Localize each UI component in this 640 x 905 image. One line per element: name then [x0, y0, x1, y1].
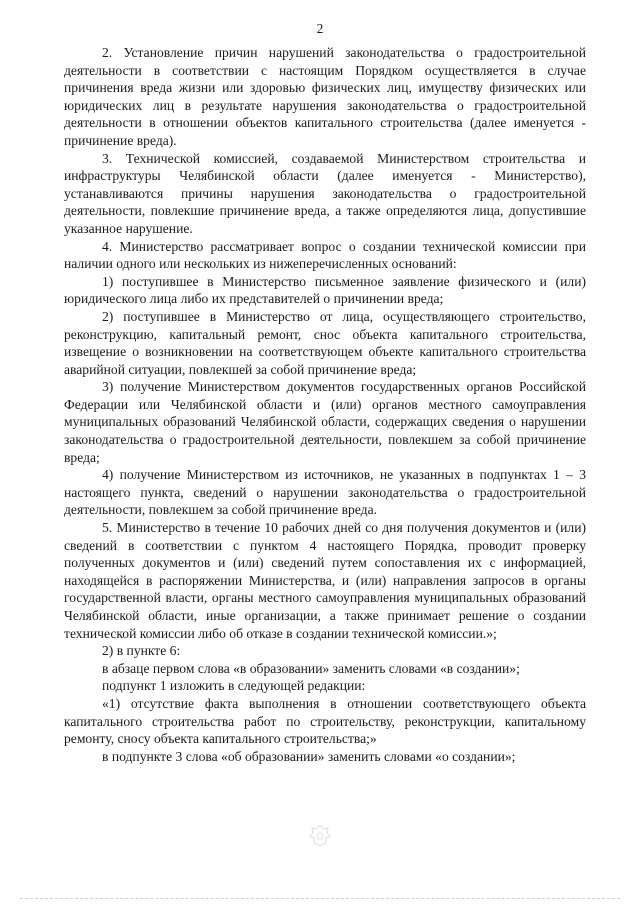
watermark-stamp — [0, 824, 640, 855]
amendment-subitem-1-text: «1) отсутствие факта выполнения в отношении соответствующего объекта капитального строительства работ по строительству, реконструкции, капитальному ремонту, сносу объекта капитального строительства;» — [64, 695, 586, 747]
coat-of-arms-icon — [307, 824, 333, 848]
subparagraph-4-4: 4) получение Министерством из источников, не указанных в подпунктах 1 – 3 настоящего пункта, сведений о нарушении законодательства о градостроительной деятельности, повлекшем за собой причинение вреда. — [64, 467, 586, 518]
subparagraph-4-2: 2) поступившее в Министерство от лица, осуществляющего строительство, реконструкцию, капитальный ремонт, снос объекта капитального строительства, извещение о возникновении на соответствующем объекте капитального строительства аварийной ситуации, повлекшей за собой причинение вреда; — [64, 308, 586, 377]
amendment-subitem-3: в подпункте 3 слова «об образовании» заменить словами «о создании»; — [102, 748, 516, 764]
subparagraph-4-3: 3) получение Министерством документов государственных органов Российской Федерации или Челябинской области и (или) органов местного самоуправления муниципальных образований Челябинской области, содержащих сведения о нарушении законодательства о градостроительной деятельности, повлекшем за собой причинение вреда; — [64, 379, 586, 465]
paragraph-5: 5. Министерство в течение 10 рабочих дней со дня получения документов и (или) сведений в соответствии с пунктом 4 настоящего Порядка, проводит проверку полученных документов и (или) сведений путем сопоставления их с информацией, находящейся в распоряжении Министерства, и (или) направления запросов в органы государственной власти, органы местного самоуправления муниципальных образований Челябинской области, иные организации, а также принимает решение о создании технической комиссии либо об отказе в создании технической комиссии.»; — [64, 520, 586, 641]
amendment-item-2: 2) в пункте 6: — [102, 643, 181, 659]
paragraph-4: 4. Министерство рассматривает вопрос о создании технической комиссии при наличии одного или нескольких из нижеперечисленных оснований: — [64, 238, 586, 272]
amendment-subitem-1-intro: подпункт 1 изложить в следующей редакции: — [102, 678, 366, 694]
paragraph-2: 2. Установление причин нарушений законодательства о градостроительной деятельности в соответствии с настоящим Порядком осуществляется в случае причинения вреда жизни или здоровью физических лиц, имуществу физических или юридических лиц в результате нарушения законодательства о градостроительной деятельности в отношении объектов капитального строительства (далее именуется - причинение вреда). — [64, 45, 586, 148]
page-number: 2 — [316, 21, 324, 36]
subparagraph-4-1: 1) поступившее в Министерство письменное заявление физического и (или) юридического лица либо их представителей о причинении вреда; — [64, 273, 586, 307]
page-bottom-edge — [20, 898, 620, 899]
paragraph-3: 3. Технической комиссией, создаваемой Министерством строительства и инфраструктуры Челябинской области (далее именуется - Министерство), устанавливаются причины нарушения законодательства о градостроительной деятельности, повлекшие причинение вреда, а также определяются лица, допустившие указанное нарушение. — [64, 150, 586, 236]
amendment-first-clause: в абзаце первом слова «в образовании» заменить словами «в создании»; — [102, 660, 520, 676]
document-body — [64, 44, 586, 765]
